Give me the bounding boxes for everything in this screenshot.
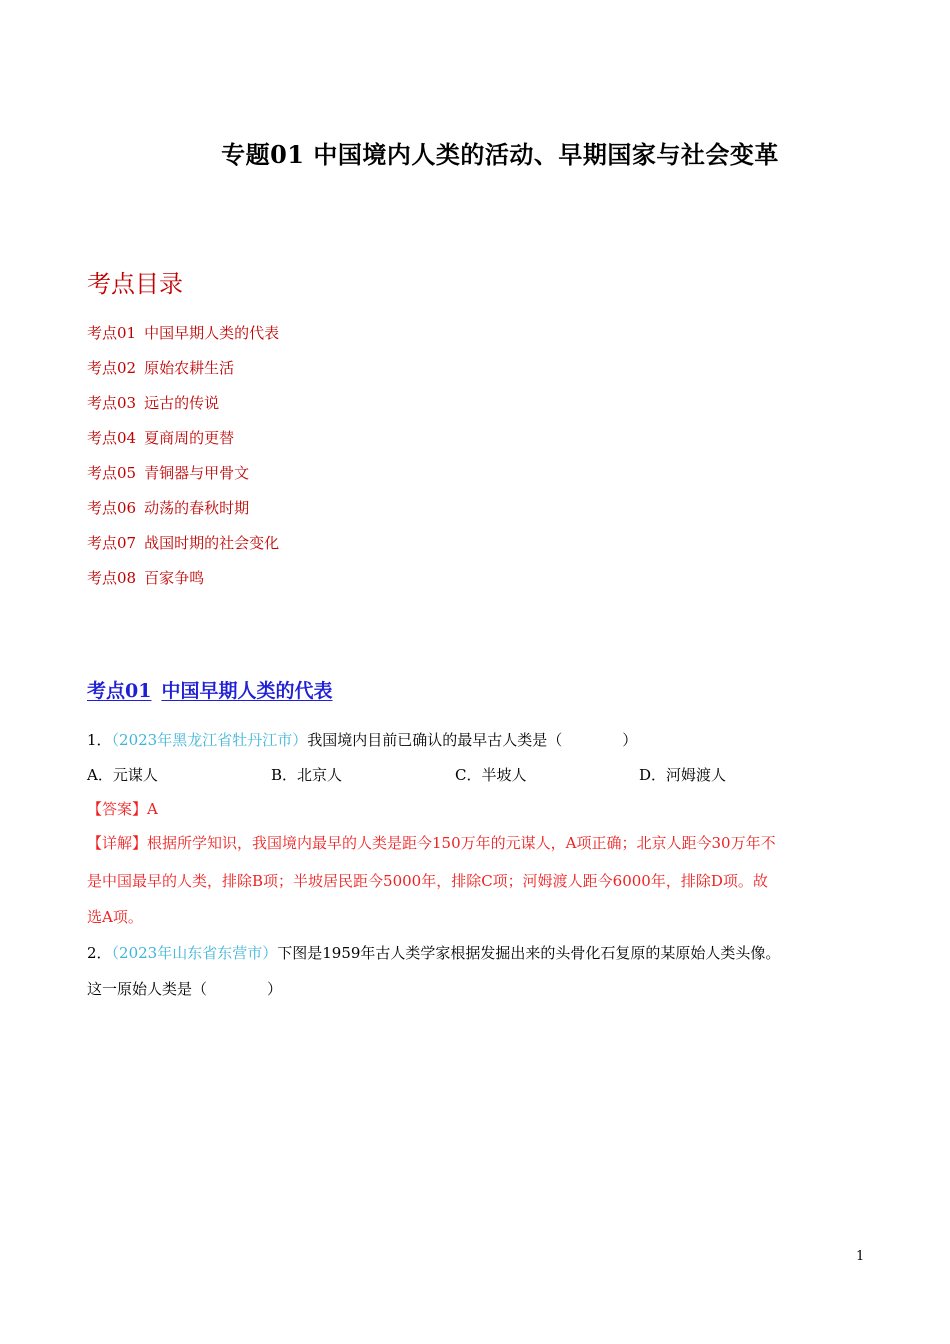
toc-item[interactable] [87, 532, 279, 553]
toc-item-number: 考点03 [87, 394, 137, 412]
question-source: （2023年黑龙江省牡丹江市） [111, 731, 308, 749]
toc-item-label: 中国早期人类的代表 [144, 324, 280, 342]
question-2-stem [87, 942, 780, 963]
toc-item[interactable] [87, 427, 234, 448]
option-d: D．河姆渡人 [639, 766, 727, 784]
toc-item-number: 考点01 [87, 324, 137, 342]
question-1-options [87, 764, 847, 786]
explanation-tag: 【详解】 [87, 834, 148, 852]
answer-value: A [147, 800, 158, 818]
toc-item[interactable] [87, 357, 234, 378]
toc-item[interactable] [87, 567, 204, 588]
toc-item-label: 百家争鸣 [144, 569, 205, 587]
toc-item-label: 青铜器与甲骨文 [144, 464, 250, 482]
toc-item-number: 考点08 [87, 569, 137, 587]
toc-item-label: 原始农耕生活 [144, 359, 235, 377]
explanation-line: 选A项。 [87, 908, 143, 926]
toc-item-number: 考点04 [87, 429, 137, 447]
section-heading-link[interactable] [87, 676, 332, 703]
toc-item-label: 动荡的春秋时期 [144, 499, 250, 517]
option-a: A．元谋人 [87, 766, 158, 784]
question-2-stem-continued: 这一原始人类是（ ） [87, 980, 283, 998]
section-number: 考点01 [87, 680, 152, 702]
explanation-text: 根据所学知识，我国境内最早的人类是距今150万年的元谋人，A项正确；北京人距今30万年不 [147, 834, 776, 852]
page-number: 1 [856, 1249, 865, 1264]
toc-item-number: 考点02 [87, 359, 137, 377]
answer-line [87, 798, 158, 819]
option-c: C．半坡人 [455, 766, 527, 784]
toc-item[interactable] [87, 462, 249, 483]
document-title: 专题01 中国境内人类的活动、早期国家与社会变革 [221, 140, 779, 169]
explanation-line: 是中国最早的人类，排除B项；半坡居民距今5000年，排除C项；河姆渡人距今6000年，排除D项。故 [87, 872, 768, 890]
question-number: 1． [87, 731, 112, 749]
toc-item-number: 考点07 [87, 534, 137, 552]
question-text: 下图是1959年古人类学家根据发掘出来的头骨化石复原的某原始人类头像。 [277, 944, 781, 962]
answer-tag: 【答案】 [87, 800, 148, 818]
toc-item-label: 战国时期的社会变化 [144, 534, 280, 552]
toc-item[interactable] [87, 322, 279, 343]
question-1-stem [87, 729, 637, 750]
toc-heading: 考点目录 [87, 270, 183, 298]
section-title: 中国早期人类的代表 [161, 680, 333, 702]
toc-item-number: 考点05 [87, 464, 137, 482]
option-b: B．北京人 [271, 766, 343, 784]
explanation-line [87, 832, 776, 853]
toc-item[interactable] [87, 497, 249, 518]
question-text: 我国境内目前已确认的最早古人类是（ ） [307, 731, 638, 749]
question-source: （2023年山东省东营市） [111, 944, 278, 962]
toc-item-number: 考点06 [87, 499, 137, 517]
toc-item-label: 夏商周的更替 [144, 429, 235, 447]
toc-item-label: 远古的传说 [144, 394, 220, 412]
toc-item[interactable] [87, 392, 219, 413]
question-number: 2． [87, 944, 112, 962]
